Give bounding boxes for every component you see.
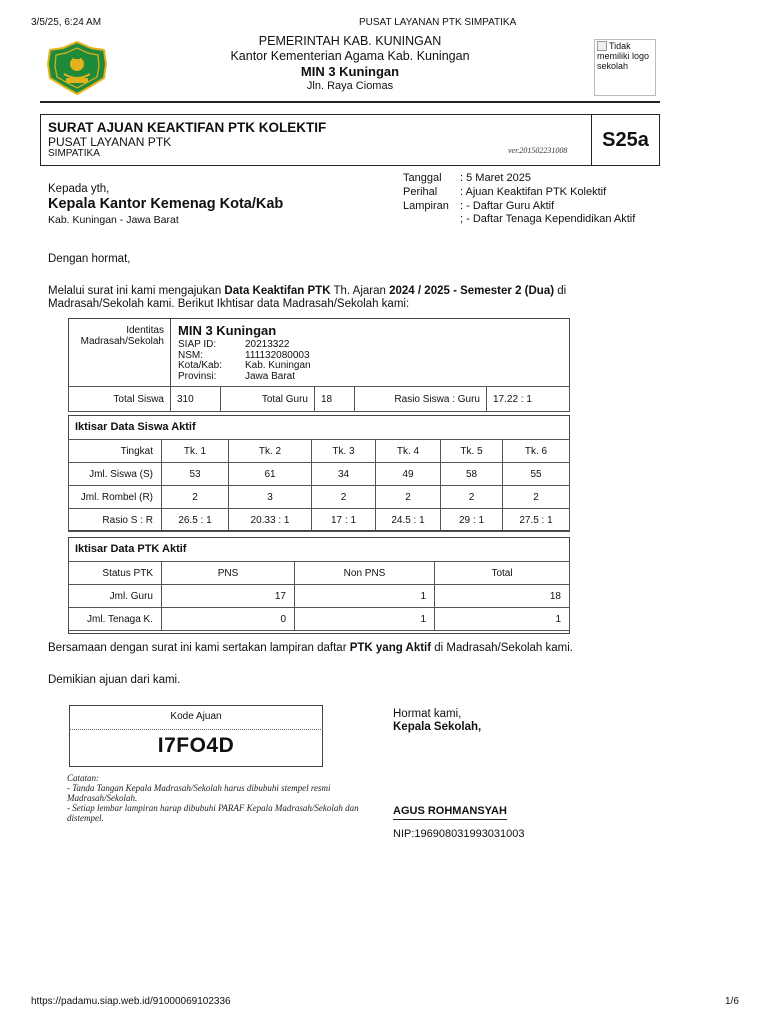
signature-closing: Hormat kami, <box>393 708 462 720</box>
siswa-cell: 61 <box>229 463 312 486</box>
siswa-row-jumlah <box>69 463 570 486</box>
intro-text-e: di <box>554 285 567 297</box>
ptk-cell: 18 <box>435 585 570 608</box>
notes-title: Catatan: <box>67 773 100 783</box>
ptk-header-cell: PNS <box>162 562 295 585</box>
kemenag-emblem-icon <box>44 40 110 96</box>
school-logo-placeholder <box>594 39 656 96</box>
identity-details <box>178 340 311 382</box>
siswa-row-rasio <box>69 509 570 532</box>
print-page-title: PUSAT LAYANAN PTK SIMPATIKA <box>359 17 517 28</box>
intro-text-b: Data Keaktifan PTK <box>224 285 331 297</box>
siswa-cell: 2 <box>376 486 441 509</box>
notes <box>67 773 377 823</box>
siswa-header-cell: Tk. 2 <box>229 440 312 463</box>
broken-image-icon <box>597 41 607 51</box>
ptk-cell: 0 <box>162 608 295 631</box>
ptk-header-row <box>69 562 570 585</box>
total-guru-label: Total Guru <box>221 387 315 412</box>
identity-key: NSM: <box>178 349 203 361</box>
signature-nip: NIP:196908031993031003 <box>393 828 525 840</box>
ptk-cell: 1 <box>295 608 435 631</box>
identity-value: 20213322 <box>245 339 290 350</box>
ptk-section-title: Iktisar Data PTK Aktif <box>75 543 187 555</box>
ptk-row-tenaga <box>69 608 570 631</box>
recipient-name: Kepala Kantor Kemenag Kota/Kab <box>48 196 284 212</box>
ptk-cell: 17 <box>162 585 295 608</box>
notes-item: - Setiap lembar lampiran harap dibubuhi PARAF Kepala Madrasah/Sekolah dan distempel. <box>67 803 359 823</box>
identity-divider <box>170 318 171 386</box>
identity-value: 111132080003 <box>245 349 310 361</box>
attachment-text-b: PTK yang Aktif <box>349 642 432 654</box>
intro-text-d: 2024 / 2025 - Semester 2 (Dua) <box>389 285 555 297</box>
intro-paragraph-line2: Madrasah/Sekolah kami. Berikut Ikhtisar data Madrasah/Sekolah kami: <box>48 298 410 310</box>
signature-role: Kepala Sekolah, <box>393 721 482 733</box>
ptk-header-cell: Non PNS <box>295 562 435 585</box>
ptk-cell: 1 <box>295 585 435 608</box>
recipient-greeting: Kepada yth, <box>48 183 110 195</box>
siswa-cell: 55 <box>503 463 570 486</box>
siswa-table <box>68 439 570 532</box>
siswa-header-cell: Tk. 5 <box>441 440 503 463</box>
siswa-cell: 29 : 1 <box>441 509 503 532</box>
siswa-cell: 20.33 : 1 <box>229 509 312 532</box>
salutation: Dengan hormat, <box>48 253 131 265</box>
siswa-cell: 2 <box>503 486 570 509</box>
form-version: ver.201502231008 <box>508 146 568 155</box>
siswa-header-cell: Tk. 3 <box>312 440 376 463</box>
siswa-row-rombel <box>69 486 570 509</box>
kode-ajuan-label: Kode Ajuan <box>170 711 222 722</box>
identity-row <box>178 372 311 383</box>
ptk-row-guru <box>69 585 570 608</box>
siswa-cell: 2 <box>312 486 376 509</box>
perihal-value: : Ajuan Keaktifan PTK Kolektif <box>460 186 607 198</box>
rasio-value: 17.22 : 1 <box>487 387 570 412</box>
perihal-label: Perihal <box>403 186 438 198</box>
attachment-paragraph <box>48 642 573 654</box>
siswa-cell: 3 <box>229 486 312 509</box>
siswa-header-cell: Tk. 1 <box>162 440 229 463</box>
notes-item: - Tanda Tangan Kepala Madrasah/Sekolah harus dibubuhi stempel resmi Madrasah/Sekolah. <box>67 783 331 803</box>
identity-key: SIAP ID: <box>178 339 217 350</box>
siswa-row-label: Jml. Rombel (R) <box>69 486 162 509</box>
siswa-row-label: Rasio S : R <box>69 509 162 532</box>
lampiran-value-1: : - Daftar Guru Aktif <box>460 200 555 212</box>
kop-office: Kantor Kementerian Agama Kab. Kuningan <box>230 49 470 63</box>
form-code: S25a <box>591 115 659 165</box>
kop-address: Jln. Raya Ciomas <box>306 80 394 92</box>
intro-text-c: Th. Ajaran <box>330 285 390 297</box>
total-siswa-label: Total Siswa <box>69 387 171 412</box>
identity-key: Provinsi: <box>178 370 217 382</box>
siswa-row-label: Jml. Siswa (S) <box>69 463 162 486</box>
siswa-cell: 26.5 : 1 <box>162 509 229 532</box>
print-datetime: 3/5/25, 6:24 AM <box>31 17 102 28</box>
kop-school-name: MIN 3 Kuningan <box>300 64 400 79</box>
totals-table <box>68 386 570 412</box>
letter-subtitle: PUSAT LAYANAN PTK <box>48 135 172 149</box>
siswa-cell: 17 : 1 <box>312 509 376 532</box>
kop-government: PEMERINTAH KAB. KUNINGAN <box>258 34 442 48</box>
attachment-text-c: di Madrasah/Sekolah kami. <box>431 642 573 654</box>
siswa-cell: 24.5 : 1 <box>376 509 441 532</box>
identity-value: Jawa Barat <box>245 370 296 382</box>
tanggal-value: : 5 Maret 2025 <box>460 172 531 184</box>
tanggal-label: Tanggal <box>403 172 442 184</box>
ptk-row-label: Jml. Guru <box>69 585 162 608</box>
siswa-header-row <box>69 440 570 463</box>
ptk-cell: 1 <box>435 608 570 631</box>
siswa-cell: 53 <box>162 463 229 486</box>
lampiran-value-2: ; - Daftar Tenaga Kependidikan Aktif <box>460 213 636 225</box>
identity-school-name: MIN 3 Kuningan <box>178 323 277 338</box>
recipient-address: Kab. Kuningan - Jawa Barat <box>48 214 179 226</box>
ptk-header-cell: Total <box>435 562 570 585</box>
siswa-cell: 2 <box>441 486 503 509</box>
identity-key: Kota/Kab: <box>178 360 222 371</box>
ptk-row-label: Jml. Tenaga K. <box>69 608 162 631</box>
identity-label: Identitas Madrasah/Sekolah <box>80 325 164 347</box>
total-guru-value: 18 <box>315 387 355 412</box>
siswa-header-cell: Tk. 6 <box>503 440 570 463</box>
kode-ajuan-value: I7FO4D <box>157 734 235 757</box>
siswa-header-cell: Tk. 4 <box>376 440 441 463</box>
no-logo-text: Tidak memiliki logo sekolah <box>597 41 650 71</box>
attachment-text-a: Bersamaan dengan surat ini kami sertakan lampiran daftar <box>48 642 350 654</box>
lampiran-label: Lampiran <box>403 200 449 212</box>
letter-title: SURAT AJUAN KEAKTIFAN PTK KOLEKTIF <box>48 120 327 135</box>
letter-system: SIMPATIKA <box>48 148 100 159</box>
signature-name: AGUS ROHMANSYAH <box>393 805 507 820</box>
identity-value: Kab. Kuningan <box>245 360 311 371</box>
print-url[interactable]: https://padamu.siap.web.id/91000069102336 <box>31 996 231 1007</box>
closing-paragraph: Demikian ajuan dari kami. <box>48 674 181 686</box>
siswa-header-cell: Tingkat <box>69 440 162 463</box>
siswa-cell: 34 <box>312 463 376 486</box>
siswa-cell: 2 <box>162 486 229 509</box>
intro-text-a: Melalui surat ini kami mengajukan <box>48 285 225 297</box>
rasio-label: Rasio Siswa : Guru <box>355 387 487 412</box>
total-siswa-value: 310 <box>171 387 221 412</box>
intro-paragraph-line1 <box>48 285 566 297</box>
siswa-cell: 27.5 : 1 <box>503 509 570 532</box>
siswa-cell: 58 <box>441 463 503 486</box>
siswa-section-title: Iktisar Data Siswa Aktif <box>75 421 196 433</box>
kop-divider <box>40 101 660 103</box>
ptk-table <box>68 561 570 631</box>
siswa-cell: 49 <box>376 463 441 486</box>
print-page-count: 1/6 <box>725 996 739 1007</box>
kode-ajuan-divider <box>69 729 323 730</box>
ptk-header-cell: Status PTK <box>69 562 162 585</box>
